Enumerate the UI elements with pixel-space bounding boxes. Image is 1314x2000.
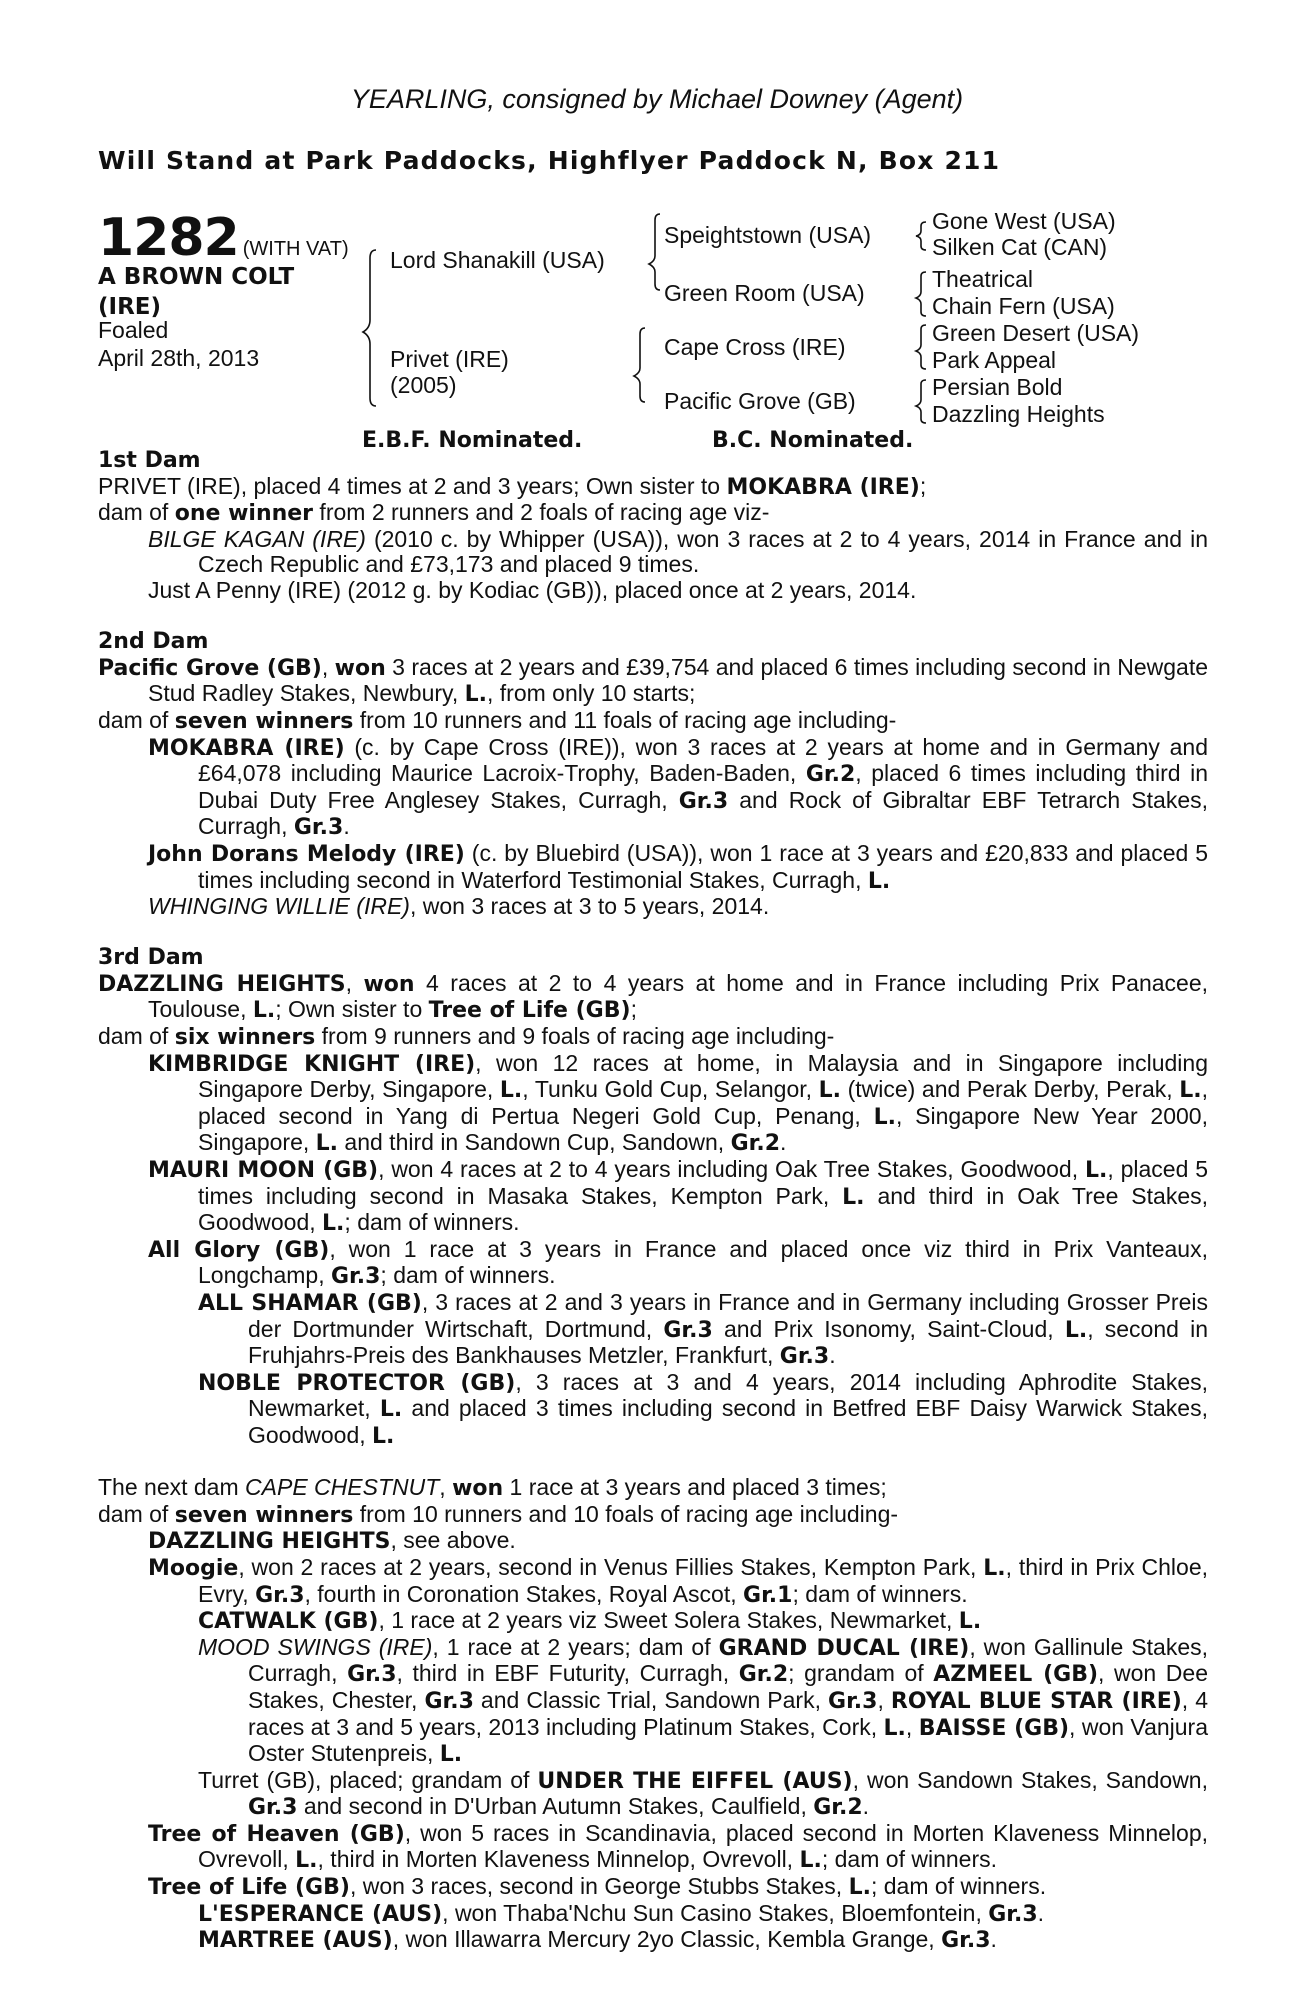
grandproduce-entry: CATWALK (GB), 1 race at 2 years viz Sweet Solera Stakes, Newmarket, L. <box>198 1607 982 1635</box>
dam-dam: Pacific Grove (GB) <box>664 388 856 414</box>
produce-entry: John Dorans Melody (IRE) (c. by Bluebird (USA)), won 1 race at 3 years and £20,833 and placed 5 times including second in Waterford Testimonial Stakes, Curragh, L. <box>148 839 1208 894</box>
grandproduce-entry: ALL SHAMAR (GB), 3 races at 2 and 3 years in France and in Germany including Grosser Preis der Dortmunder Wirtschaft, Dortmund, Gr.3 and Prix Isonomy, Saint-Cloud, L., second in Fruhjahrs-Preis des Bankhauses Metzler, Frankfurt, Gr.3. <box>198 1289 1209 1370</box>
second-dam-paragraph: Pacific Grove (GB), won 3 races at 2 years and £39,754 and placed 6 times including second in Newgate Stud Radley Stakes, Newbury, L., from only 10 starts; <box>98 653 1208 708</box>
dd-sire: Persian Bold <box>932 374 1063 400</box>
bc-nominated: B.C. Nominated. <box>712 428 914 453</box>
grandproduce-entry: Turret (GB), placed; grandam of UNDER THE EIFFEL (AUS), won Sandown Stakes, Sandown, Gr.3 and second in D'Urban Autumn Stakes, Caulfield, Gr.2. <box>198 1766 1208 1821</box>
third-dam-paragraph: DAZZLING HEIGHTS, won 4 races at 2 to 4 years at home and in France including Prix Panacee, Toulouse, L.; Own sister to Tree of Life (GB); <box>98 969 1209 1024</box>
sire-dam: Green Room (USA) <box>664 280 865 306</box>
ss-dam: Silken Cat (CAN) <box>932 234 1108 260</box>
dam-line2: (2005) <box>390 372 457 398</box>
grandproduce-entry: L'ESPERANCE (AUS), won Thaba'Nchu Sun Casino Stakes, Bloemfontein, Gr.3. <box>198 1899 1045 1927</box>
brace-main <box>363 250 376 406</box>
dam-sire: Cape Cross (IRE) <box>664 334 846 360</box>
grandproduce-entry: MOOD SWINGS (IRE), 1 race at 2 years; dam of GRAND DUCAL (IRE), won Gallinule Stakes, Curragh, Gr.3, third in EBF Futurity, Curragh, Gr.2; grandam of AZMEEL (GB), won Dee Stakes, Chester, Gr.3 and Classic Trial, Sandown Park, Gr.3, ROYAL BLUE STAR (IRE), 4 races at 3 and 5 years, 2013 including Platinum Stakes, Cork, L., BAISSE (GB), won Vanjura Oster Stutenpreis, L. <box>198 1633 1209 1768</box>
third-dam-produce-summary: dam of six winners from 9 runners and 9 foals of racing age including- <box>98 1023 835 1051</box>
standing-location: Will Stand at Park Paddocks, Highflyer Paddock N, Box 211 <box>98 146 1001 175</box>
next-dam-paragraph: The next dam CAPE CHESTNUT, won 1 race at 3 years and placed 3 times; <box>98 1474 887 1502</box>
third-dam-heading: 3rd Dam <box>98 945 204 971</box>
next-dam-produce-summary: dam of seven winners from 10 runners and 10 foals of racing age including- <box>98 1500 899 1528</box>
produce-entry: BILGE KAGAN (IRE) (2010 c. by Whipper (USA)), won 3 races at 2 to 4 years, 2014 in France and in Czech Republic and £73,173 and placed 9 times. <box>148 525 1208 578</box>
brace-ss <box>916 222 926 250</box>
first-dam-paragraph: PRIVET (IRE), placed 4 times at 2 and 3 years; Own sister to MOKABRA (IRE); <box>98 472 927 500</box>
ds-dam: Park Appeal <box>932 347 1057 373</box>
brace-dd <box>916 380 926 423</box>
produce-entry: MOKABRA (IRE) (c. by Cape Cross (IRE)), won 3 races at 2 years at home and in Germany and £64,078 including Maurice Lacroix-Trophy, Baden-Baden, Gr.2, placed 6 times including third in Dubai Duty Free Anglesey Stakes, Curragh, Gr.3 and Rock of Gibraltar EBF Tetrarch Stakes, Curragh, Gr.3. <box>148 733 1208 841</box>
sire: Lord Shanakill (USA) <box>390 247 605 273</box>
ebf-nominated: E.B.F. Nominated. <box>362 428 583 453</box>
second-dam-produce-summary: dam of seven winners from 10 runners and 11 foals of racing age including- <box>98 706 897 734</box>
dd-dam: Dazzling Heights <box>932 401 1105 427</box>
sd-dam: Chain Fern (USA) <box>932 293 1115 319</box>
brace-dam <box>634 328 645 402</box>
consignor-line: YEARLING, consigned by Michael Downey (Agent) <box>350 84 964 114</box>
grandproduce-entry: NOBLE PROTECTOR (GB), 3 races at 3 and 4 years, 2014 including Aphrodite Stakes, Newmarket, L. and placed 3 times including second in Betfred EBF Daisy Warwick Stakes, Goodwood, L. <box>198 1368 1209 1449</box>
lot-title-line1: A BROWN COLT <box>98 264 295 290</box>
produce-entry: Tree of Heaven (GB), won 5 races in Scandinavia, placed second in Morten Klaveness Minnelop, Ovrevoll, L., third in Morten Klaveness Minnelop, Ovrevoll, L.; dam of winners. <box>148 1819 1208 1874</box>
second-dam-heading: 2nd Dam <box>98 629 209 655</box>
foaled-label: Foaled <box>98 317 169 343</box>
brace-sd <box>916 272 926 316</box>
brace-ds <box>916 325 926 369</box>
produce-entry: Just A Penny (IRE) (2012 g. by Kodiac (GB)), placed once at 2 years, 2014. <box>148 576 917 603</box>
first-dam-produce-summary: dam of one winner from 2 runners and 2 foals of racing age viz- <box>98 499 770 527</box>
produce-entry: Tree of Life (GB), won 3 races, second in George Stubbs Stakes, L.; dam of winners. <box>148 1873 1047 1901</box>
dam-line1: Privet (IRE) <box>390 346 509 372</box>
sire-sire: Speightstown (USA) <box>664 222 872 248</box>
brace-sire <box>649 214 660 290</box>
ds-sire: Green Desert (USA) <box>932 320 1140 346</box>
ss-sire: Gone West (USA) <box>932 208 1116 234</box>
pedigree-braces <box>0 0 1314 440</box>
produce-entry: WHINGING WILLIE (IRE), won 3 races at 3 to 5 years, 2014. <box>148 893 770 920</box>
foaled-date: April 28th, 2013 <box>98 345 260 371</box>
vat-note: (WITH VAT) <box>242 238 349 260</box>
produce-entry: MAURI MOON (GB), won 4 races at 2 to 4 years including Oak Tree Stakes, Goodwood, L., placed 5 times including second in Masaka Stakes, Kempton Park, L. and third in Oak Tree Stakes, Goodwood, L.; dam of winners. <box>148 1156 1208 1237</box>
lot-number: 1282 <box>98 208 239 268</box>
first-dam-heading: 1st Dam <box>98 448 201 473</box>
grandproduce-entry: MARTREE (AUS), won Illawarra Mercury 2yo Classic, Kembla Grange, Gr.3. <box>198 1926 997 1954</box>
produce-entry: All Glory (GB), won 1 race at 3 years in France and placed once viz third in Prix Vanteaux, Longchamp, Gr.3; dam of winners. <box>148 1235 1208 1290</box>
lot-title-line2: (IRE) <box>98 294 162 320</box>
produce-entry: KIMBRIDGE KNIGHT (IRE), won 12 races at home, in Malaysia and in Singapore including Singapore Derby, Singapore, L., Tunku Gold Cup, Selangor, L. (twice) and Perak Derby, Perak, L., placed second in Yang di Pertua Negeri Gold Cup, Penang, L., Singapore New Year 2000, Singapore, L. and third in Sandown Cup, Sandown, Gr.2. <box>148 1049 1208 1157</box>
sd-sire: Theatrical <box>932 266 1033 292</box>
produce-entry: Moogie, won 2 races at 2 years, second in Venus Fillies Stakes, Kempton Park, L., third in Prix Chloe, Evry, Gr.3, fourth in Coronation Stakes, Royal Ascot, Gr.1; dam of winners. <box>148 1553 1208 1608</box>
pedigree-notes <box>98 448 1208 1954</box>
produce-entry: DAZZLING HEIGHTS, see above. <box>148 1527 516 1555</box>
